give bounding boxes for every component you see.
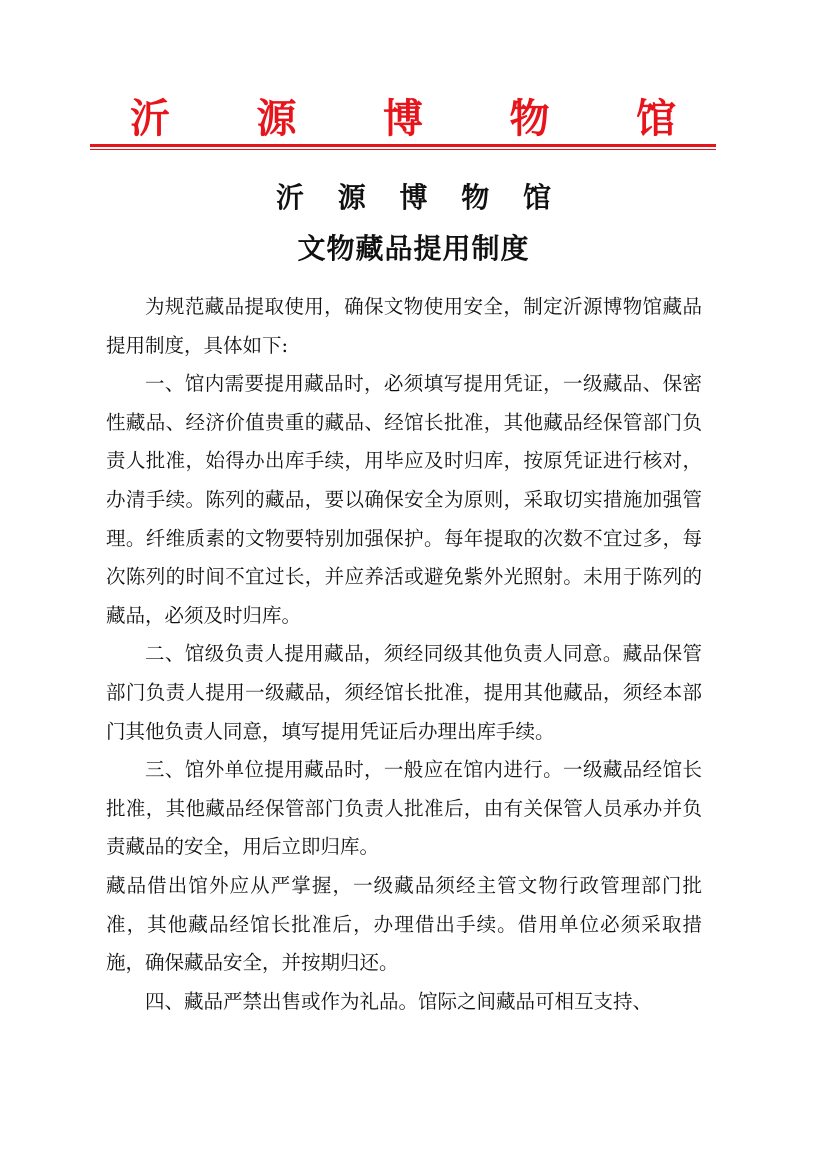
paragraph-section-2: 二、馆级负责人提用藏品，须经同级其他负责人同意。藏品保管部门负责人提用一级藏品，须经馆长批准，提用其他藏品，须经本部门其他负责人同意，填写提用凭证后办理出库手续。: [106, 642, 702, 743]
letterhead-char: 博: [383, 95, 423, 142]
paragraph-section-4: 四、藏品严禁出售或作为礼品。馆际之间藏品可相互支持、: [145, 989, 653, 1013]
paragraph-section-3: 三、馆外单位提用藏品时，一般应在馆内进行。一级藏品经馆长批准，其他藏品经保管部门负责人批准后，由有关保管人员承办并负责藏品的安全，用后立即归库。: [106, 758, 702, 859]
letterhead-char: 源: [256, 95, 297, 142]
letterhead-title: [90, 96, 716, 142]
document-title-line-2: 文物藏品提用制度: [297, 232, 530, 265]
paragraph-section-1: 一、馆内需要提用藏品时，必须填写提用凭证，一级藏品、保密性藏品、经济价值贵重的藏品、经馆长批准，其他藏品经保管部门负责人批准，始得办出库手续，用毕应及时归库，按原凭证进行核对，办清手续。陈列的藏品，要以确保安全为原则，采取切实措施加强管理。纤维质素的文物要特别加强保护。每年提取的次数不宜过多，每次陈列的时间不宜过长，并应养活或避免紫外光照射。未用于陈列的藏品，必须及时归库。: [106, 372, 702, 627]
paragraph-loan-rules: 藏品借出馆外应从严掌握，一级藏品须经主管文物行政管理部门批准，其他藏品经馆长批准后，办理借出手续。借用单位必须采取措施，确保藏品安全，并按期归还。: [106, 873, 702, 975]
letterhead-char: 沂: [130, 95, 170, 142]
letterhead-char: 物: [509, 95, 550, 142]
document-body: [106, 288, 702, 1021]
letterhead-rule-thin: [90, 149, 716, 150]
letterhead-char: 馆: [636, 95, 676, 142]
document-title-line-1: 沂 源 博 物 馆: [276, 181, 563, 214]
paragraph-intro: 为规范藏品提取使用，确保文物使用安全，制定沂源博物馆藏品提用制度，具体如下:: [106, 295, 702, 357]
letterhead-rule-thick: [90, 144, 716, 147]
